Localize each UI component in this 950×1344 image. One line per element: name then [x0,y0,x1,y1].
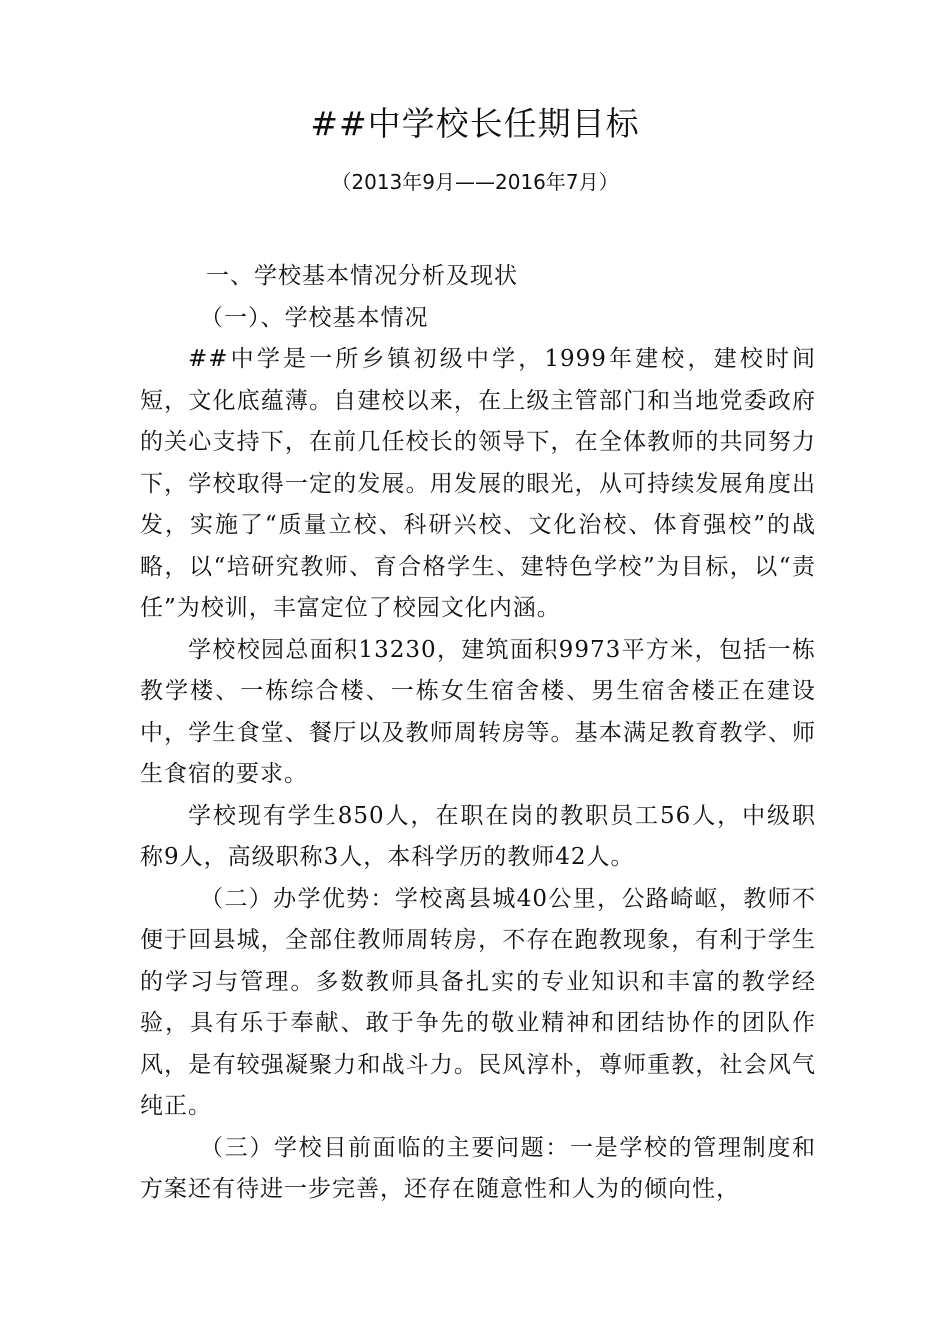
section-heading: 一、学校基本情况分析及现状 [206,263,518,289]
subsection-heading: （一）、学校基本情况 [200,304,429,331]
paragraph-staff: 学校现有学生850人，在职在岗的教职员工56人，中级职称9人，高级职称3人，本科学历的教师42人。 [140,802,816,870]
paragraph-problems: （三）学校目前面临的主要问题：一是学校的管理制度和方案还有待进一步完善，还存在随意性和人为的倾向性， [140,1134,816,1202]
paragraph-advantages: （二）办学优势：学校离县城40公里，公路崎岖，教师不便于回县城，全部住教师周转房，不存在跑教现象，有利于学生的学习与管理。多数教师具备扎实的专业知识和丰富的教学经验，具有乐于奉献、敢于争先的敬业精神和团结协作的团队作风，是有较强凝聚力和战斗力。民风淳朴，尊师重教，社会风气纯正。 [140,885,816,1119]
document-body [140,256,816,1211]
document-subtitle: （2013年9月——2016年7月） [331,170,619,194]
paragraph-school-overview: ##中学是一所乡镇初级中学，1999年建校，建校时间短，文化底蕴薄。自建校以来，在上级主管部门和当地党委政府的关心支持下，在前几任校长的领导下，在全体教师的共同努力下，学校取得一定的发展。用发展的眼光，从可持续发展角度出发，实施了“质量立校、科研兴校、文化治校、体育强校”的战略，以“培研究教师、育合格学生、建特色学校”为目标，以“责任”为校训，丰富定位了校园文化内涵。 [140,346,816,621]
document-title: ##中学校长任期目标 [310,104,640,143]
paragraph-campus: 学校校园总面积13230，建筑面积9973平方米，包括一栋教学楼、一栋综合楼、一栋女生宿舍楼、男生宿舍楼正在建设中，学生食堂、餐厅以及教师周转房等。基本满足教育教学、师生食宿的要求。 [140,636,816,787]
